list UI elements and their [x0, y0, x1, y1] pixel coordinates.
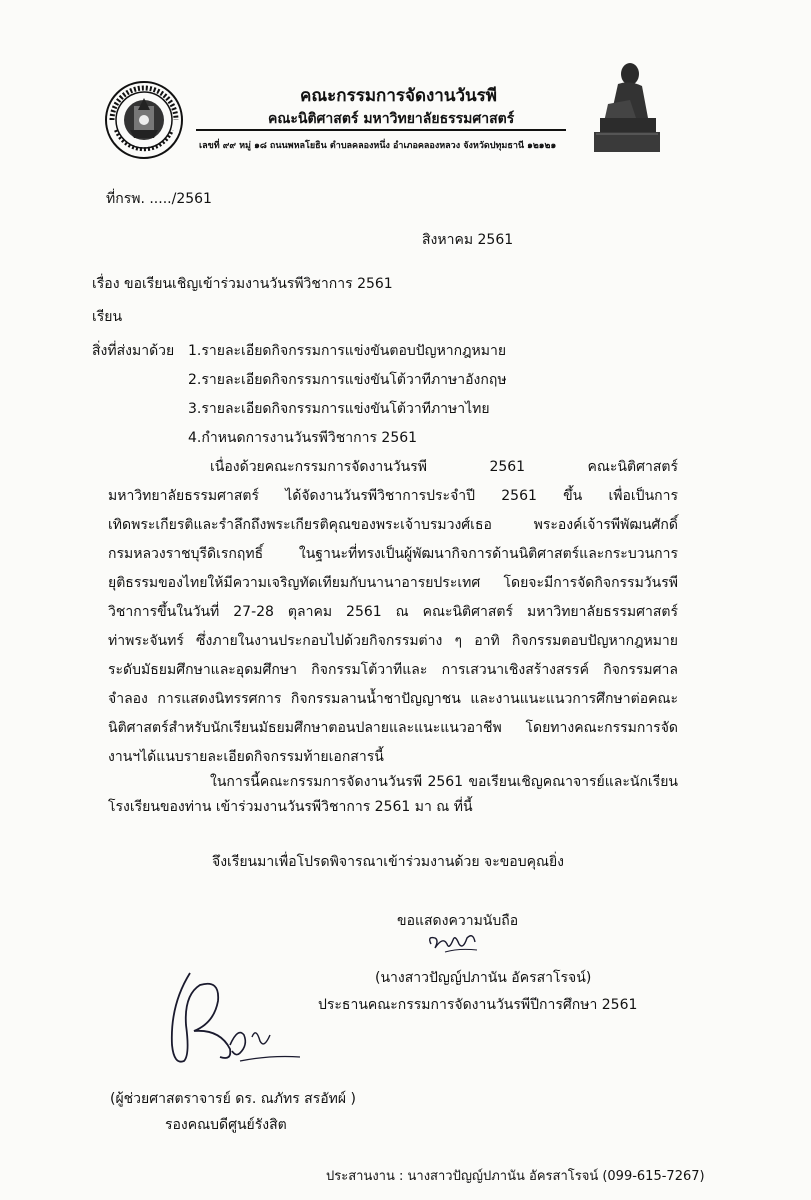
- subject-line: เรื่อง ขอเรียนเชิญเข้าร่วมงานวันรพีวิชาการ 2561: [92, 276, 393, 292]
- body-paragraph-line: นิติศาสตร์สำหรับนักเรียนมัธยมศึกษาตอนปลายและแนะแนวอาชีพ โดยทางคณะกรรมการจัด: [108, 720, 678, 736]
- body-paragraph-line: มหาวิทยาลัยธรรมศาสตร์ ได้จัดงานวันรพีวิชาการประจำปี 2561 ขึ้น เพื่อเป็นการ: [108, 488, 678, 504]
- body-paragraph-line: งานฯได้แนบรายละเอียดกิจกรรมท้ายเอกสารนี้: [108, 749, 384, 765]
- body-paragraph-line: ระดับมัธยมศึกษาและอุดมศึกษา กิจกรรมโต้วาทีและ การเสวนาเชิงสร้างสรรค์ กิจกรรมศาล: [108, 662, 678, 678]
- closing-regards: ขอแสดงความนับถือ: [397, 913, 519, 929]
- body-paragraph-line: เทิดพระเกียรติและรำลึกถึงพระเกียรติคุณของพระเจ้าบรมวงศ์เธอ พระองค์เจ้ารพีพัฒนศักดิ์: [108, 517, 678, 533]
- letterhead-address: เลขที่ ๙๙ หมู่ ๑๘ ถนนพหลโยธิน ตำบลคลองหนึ่ง อำเภอคลองหลวง จังหวัดปทุมธานี ๑๒๑๒๑: [199, 141, 557, 151]
- enclosure-item: 3.รายละเอียดกิจกรรมการแข่งขันโต้วาทีภาษาไทย: [188, 401, 490, 417]
- signer-signature: [425, 930, 485, 956]
- enclosure-item: 2.รายละเอียดกิจกรรมการแข่งขันโต้วาทีภาษาอังกฤษ: [188, 372, 507, 388]
- body-paragraph-line: เนื่องด้วยคณะกรรมการจัดงานวันรพี 2561 คณะนิติศาสตร์: [210, 459, 678, 475]
- body-paragraph-line: วิชาการขึ้นในวันที่ 27-28 ตุลาคม 2561 ณ คณะนิติศาสตร์ มหาวิทยาลัยธรรมศาสตร์: [108, 604, 678, 620]
- cosigner-signature: [160, 965, 310, 1075]
- enclosure-item: 4.กำหนดการงานวันรพีวิชาการ 2561: [188, 430, 418, 446]
- letterhead-subtitle: คณะนิติศาสตร์ มหาวิทยาลัยธรรมศาสตร์: [268, 111, 515, 127]
- statue-image: [590, 60, 662, 154]
- signer-title: ประธานคณะกรรมการจัดงานวันรพีปีการศึกษา 2561: [318, 997, 638, 1013]
- reference-number: ที่กรพ. ...../2561: [106, 191, 212, 207]
- body-paragraph-line: โรงเรียนของท่าน เข้าร่วมงานวันรพีวิชาการ 2561 มา ณ ที่นี้: [108, 799, 473, 815]
- body-paragraph-line: ในการนี้คณะกรรมการจัดงานวันรพี 2561 ขอเรียนเชิญคณาจารย์และนักเรียน: [210, 774, 678, 790]
- salutation: เรียน: [92, 309, 123, 325]
- body-paragraph-line: จำลอง การแสดงนิทรรศการ กิจกรรมลานน้ำชาปัญญาชน และงานแนะแนวการศึกษาต่อคณะ: [108, 691, 678, 707]
- enclosure-item: 1.รายละเอียดกิจกรรมการแข่งขันตอบปัญหากฎหมาย: [188, 343, 507, 359]
- cosigner-title: รองคณบดีศูนย์รังสิต: [165, 1117, 287, 1133]
- enclosures-label: สิ่งที่ส่งมาด้วย: [92, 343, 175, 359]
- contact-info: ประสานงาน : นางสาวปัญญ์ปภานัน อัครสาโรจน์ (099-615-7267): [326, 1169, 705, 1184]
- body-paragraph-line: ยุติธรรมของไทยให้มีความเจริญทัดเทียมกับนานาอารยประเทศ โดยจะมีการจัดกิจกรรมวันรพี: [108, 575, 678, 591]
- letterhead-title: คณะกรรมการจัดงานวันรพี: [300, 86, 497, 106]
- letter-date: สิงหาคม 2561: [422, 232, 514, 248]
- body-paragraph-line: ท่าพระจันทร์ ซึ่งภายในงานประกอบไปด้วยกิจกรรมต่าง ๆ อาทิ กิจกรรมตอบปัญหากฎหมาย: [108, 633, 678, 649]
- body-paragraph-line: กรมหลวงราชบุรีดิเรกฤทธิ์ ในฐานะที่ทรงเป็นผู้พัฒนากิจการด้านนิติศาสตร์และกระบวนการ: [108, 546, 678, 562]
- letterhead-rule: [196, 129, 566, 131]
- university-seal: [104, 80, 184, 160]
- cosigner-name: (ผู้ช่วยศาสตราจารย์ ดร. ณภัทร สรอัทผ์ ): [110, 1091, 356, 1107]
- signer-name: (นางสาวปัญญ์ปภานัน อัครสาโรจน์): [375, 970, 592, 986]
- closing-request: จึงเรียนมาเพื่อโปรดพิจารณาเข้าร่วมงานด้วย จะขอบคุณยิ่ง: [212, 854, 564, 870]
